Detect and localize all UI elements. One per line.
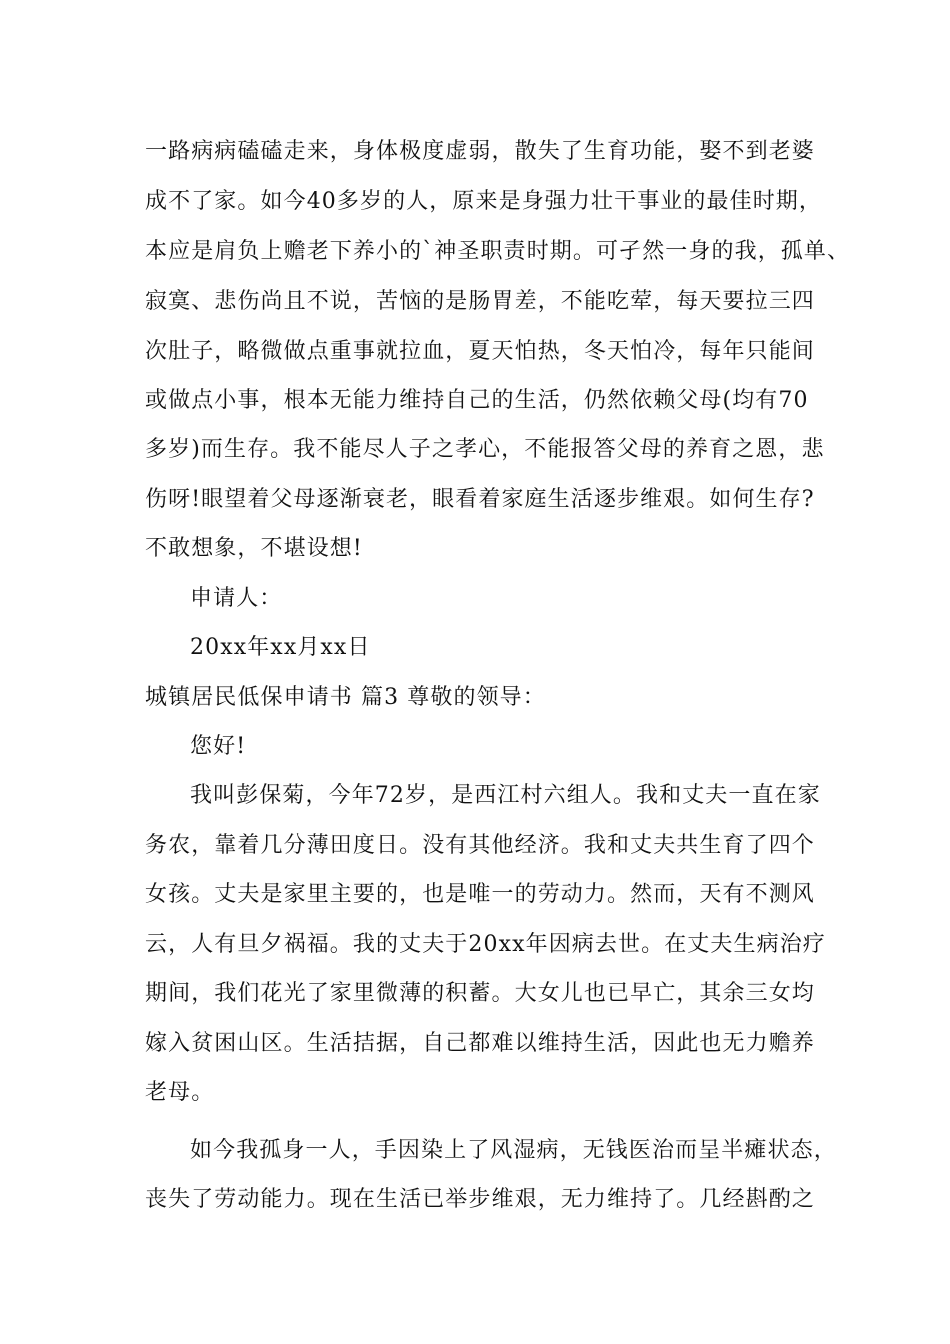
text-line: 伤呀!眼望着父母逐渐衰老，眼看着家庭生活逐步维艰。如何生存? bbox=[145, 487, 815, 512]
date-line: 20xx年xx月xx日 bbox=[190, 635, 371, 660]
text-line: 不敢想象，不堪设想! bbox=[145, 536, 363, 561]
greeting: 您好! bbox=[190, 734, 247, 759]
text-line: 务农，靠着几分薄田度日。没有其他经济。我和丈夫共生育了四个 bbox=[145, 833, 815, 858]
text-line: 成不了家。如今40多岁的人，原来是身强力壮干事业的最佳时期， bbox=[145, 189, 822, 214]
text-line: 或做点小事，根本无能力维持自己的生活，仍然依赖父母(均有70 bbox=[145, 388, 809, 413]
text-line: 寂寞、悲伤尚且不说，苦恼的是肠胃差，不能吃荤，每天要拉三四 bbox=[145, 289, 815, 314]
text-line: 丧失了劳动能力。现在生活已举步维艰，无力维持了。几经斟酌之 bbox=[145, 1187, 815, 1212]
text-line: 期间，我们花光了家里微薄的积蓄。大女儿也已早亡，其余三女均 bbox=[145, 981, 815, 1006]
text-line: 嫁入贫困山区。生活拮据，自己都难以维持生活，因此也无力赡养 bbox=[145, 1031, 815, 1056]
text-line: 我叫彭保菊，今年72岁，是西江村六组人。我和丈夫一直在家 bbox=[190, 783, 821, 808]
text-line: 一路病病磕磕走来，身体极度虚弱，散失了生育功能，娶不到老婆 bbox=[145, 139, 815, 164]
applicant-label: 申请人： bbox=[190, 586, 283, 611]
text-line: 如今我孤身一人，手因染上了风湿病，无钱医治而呈半瘫状态， bbox=[190, 1138, 837, 1163]
text-line: 云，人有旦夕祸福。我的丈夫于20xx年因病去世。在丈夫生病治疗 bbox=[145, 932, 826, 957]
section-heading: 城镇居民低保申请书 篇3 尊敬的领导： bbox=[145, 685, 546, 710]
text-line: 多岁)而生存。我不能尽人子之孝心，不能报答父母的养育之恩，悲 bbox=[145, 437, 825, 462]
text-line: 本应是肩负上赡老下养小的`神圣职责时期。可孑然一身的我，孤单、 bbox=[145, 239, 851, 264]
text-line: 女孩。丈夫是家里主要的，也是唯一的劳动力。然而，天有不测风 bbox=[145, 882, 815, 907]
text-line: 老母。 bbox=[145, 1080, 215, 1105]
text-line: 次肚子，略微做点重事就拉血，夏天怕热，冬天怕冷，每年只能间 bbox=[145, 339, 815, 364]
